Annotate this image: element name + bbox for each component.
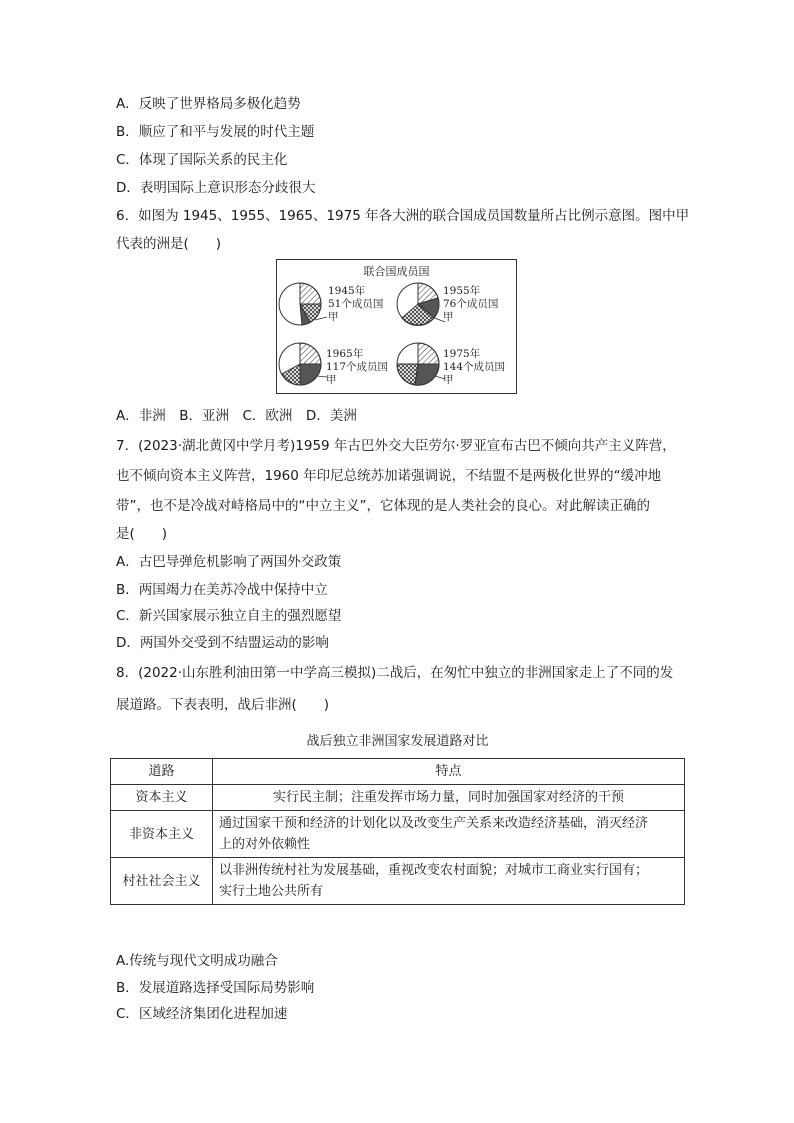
q6-stem-line2: 代表的洲是( ) <box>116 236 222 252</box>
q8-option-a: A.传统与现代文明成功融合 <box>116 953 278 969</box>
pie-1975 <box>397 343 439 385</box>
features-line: 以非洲传统村社为发展基础，重视改变农村面貌；对城市工商业实行国有； <box>219 863 649 878</box>
pie-1975-count: 144个成员国 <box>443 361 506 373</box>
pie-1965 <box>279 343 321 385</box>
pie-1965-marker: 甲 <box>326 374 337 386</box>
table-row <box>111 811 685 858</box>
q5-option-c: C．体现了国际关系的民主化 <box>116 152 288 168</box>
pie-1975-year: 1975年 <box>443 348 481 360</box>
features-line: 实行民主制；注重发挥市场力量，同时加强国家对经济的干预 <box>272 790 624 805</box>
pie-1975-label <box>443 348 505 387</box>
q5-option-d: D．表明国际上意识形态分歧很大 <box>116 180 316 196</box>
features-line: 实行土地公共所有 <box>219 884 324 899</box>
q8-line1: 8．(2022·山东胜利油田第一中学高三模拟)二战后，在匆忙中独立的非洲国家走上了不同的发 <box>116 665 674 681</box>
row-road-capitalism: 资本主义 <box>111 785 213 811</box>
pie-1965-label <box>326 348 388 387</box>
pie-1945-marker: 甲 <box>328 311 339 323</box>
q7-line4: 是( ) <box>116 526 168 542</box>
pie-1955-year: 1955年 <box>443 285 481 297</box>
pie-1955-label <box>443 285 498 324</box>
q8-option-b: B．发展道路选择受国际局势影响 <box>116 980 315 996</box>
q6-options: A．非洲 B．亚洲 C．欧洲 D．美洲 <box>116 408 357 424</box>
q7-option-d: D．两国外交受到不结盟运动的影响 <box>116 635 329 651</box>
pie-1955 <box>397 283 439 325</box>
q7-line1: 7．(2023·湖北黄冈中学月考)1959 年古巴外交大臣劳尔·罗亚宣布古巴不倾向共产主义阵营， <box>116 438 676 454</box>
row-features-village-socialism <box>213 858 685 905</box>
row-road-non-capitalism: 非资本主义 <box>111 811 213 858</box>
q7-option-c: C．新兴国家展示独立自主的强烈愿望 <box>116 608 342 624</box>
pie-1955-marker: 甲 <box>443 311 454 323</box>
row-features-non-capitalism <box>213 811 685 858</box>
features-line: 通过国家干预和经济的计划化以及改变生产关系来改造经济基础，消灭经济 <box>219 816 649 831</box>
pie-1975-marker: 甲 <box>443 374 454 386</box>
q6-stem-line1: 6．如图为 1945、1955、1965、1975 年各大洲的联合国成员国数量所占比例示意图。图中甲 <box>116 208 690 224</box>
pie-1965-year: 1965年 <box>326 348 364 360</box>
q5-option-b: B．顺应了和平与发展的时代主题 <box>116 124 315 140</box>
row-features-capitalism <box>213 785 685 811</box>
q8-line2: 展道路。下表表明，战后非洲( ) <box>116 697 330 713</box>
figure-title: 联合国成员国 <box>363 265 430 278</box>
header-road: 道路 <box>111 759 213 785</box>
q7-option-a: A．古巴导弹危机影响了两国外交政策 <box>116 554 342 570</box>
table-row <box>111 785 685 811</box>
q5-option-a: A．反映了世界格局多极化趋势 <box>116 96 301 112</box>
pie-1965-count: 117个成员国 <box>326 361 389 373</box>
q7-line2: 也不倾向资本主义阵营，1960 年印尼总统苏加诺强调说，不结盟不是两极化世界的“缓冲地 <box>116 468 662 484</box>
development-roads-table <box>110 758 685 905</box>
pie-1945 <box>279 283 321 325</box>
q7-line3: 带”，也不是冷战对峙格局中的“中立主义”，它体现的是人类社会的良心。对此解读正确的 <box>116 498 650 514</box>
row-road-village-socialism: 村社社会主义 <box>111 858 213 905</box>
pie-1945-year: 1945年 <box>328 285 366 297</box>
header-features: 特点 <box>213 759 685 785</box>
features-line: 上的对外依赖性 <box>219 837 311 852</box>
un-members-figure <box>276 259 517 394</box>
pie-1945-label <box>328 285 383 324</box>
q8-option-c: C．区域经济集团化进程加速 <box>116 1006 288 1022</box>
q7-option-b: B．两国竭力在美苏冷战中保持中立 <box>116 582 328 598</box>
table-caption: 战后独立非洲国家发展道路对比 <box>306 734 489 749</box>
table-header-row <box>111 759 685 785</box>
table-row <box>111 858 685 905</box>
pie-1945-count: 51个成员国 <box>328 298 384 310</box>
pie-1955-count: 76个成员国 <box>443 298 499 310</box>
